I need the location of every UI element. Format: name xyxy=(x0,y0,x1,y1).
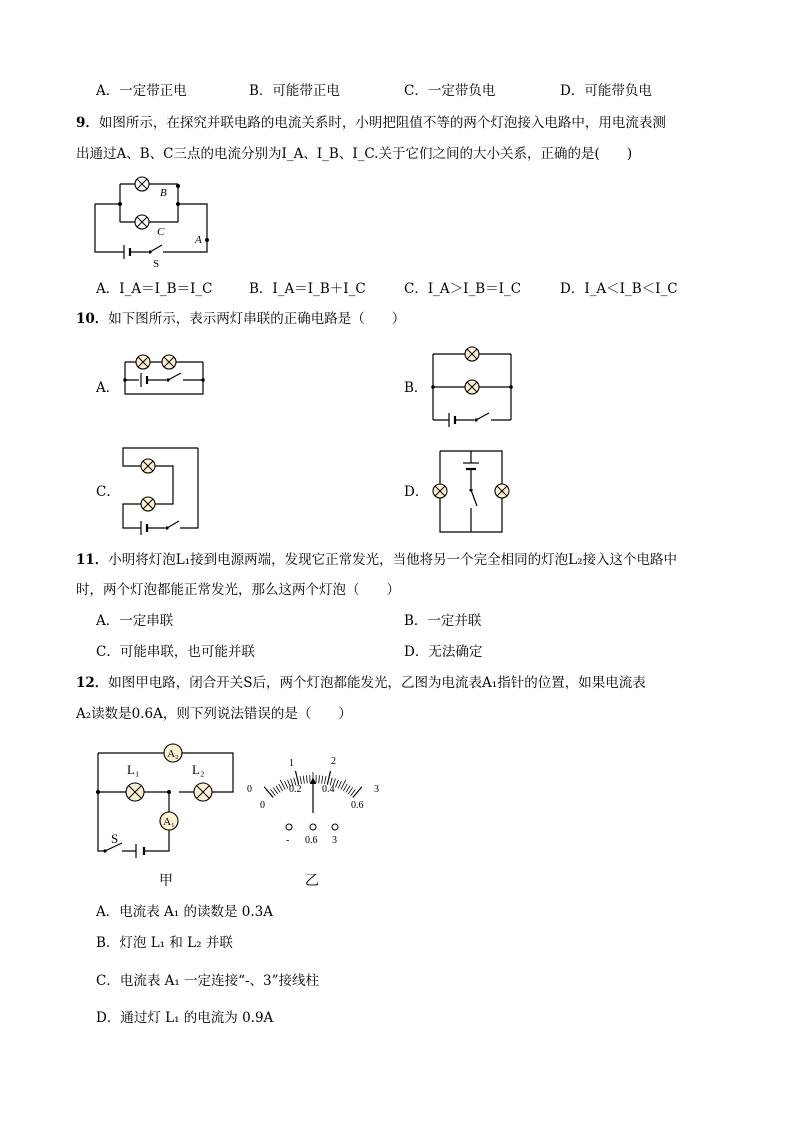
q9-stem-line1 xyxy=(76,117,666,131)
q12-option-b: B．灯泡 L₁ 和 L₂ 并联 xyxy=(96,935,233,951)
dial-tick xyxy=(303,776,304,784)
lamp-icon xyxy=(135,215,149,229)
q9-number: 9． xyxy=(76,115,99,131)
terminal-label-3: 3 xyxy=(332,835,337,846)
dial-tick xyxy=(295,771,298,785)
dial-tick xyxy=(279,784,283,791)
q10-circuit-c xyxy=(118,445,208,535)
dial-tick xyxy=(306,775,307,783)
q11-option-a: A．一定串联 xyxy=(96,613,174,629)
q11-option-c: C．可能串联，也可能并联 xyxy=(96,644,255,660)
q9-option-c: C．I_A＞I_B＝I_C xyxy=(404,281,522,297)
dial-tick xyxy=(338,781,341,788)
dial-tick xyxy=(336,780,339,787)
lamp-icon xyxy=(135,177,149,191)
dial-tick xyxy=(343,784,347,791)
q8-option-d: D．可能带负电 xyxy=(560,83,652,99)
q12-label-s: S xyxy=(111,831,119,846)
q12-caption-yi: 乙 xyxy=(305,874,319,889)
q11-stem-line2: 时，两个灯泡都能正常发光，那么这两个灯泡（ ） xyxy=(76,582,400,598)
dial-bottom-label-3: 0.6 xyxy=(351,800,364,811)
q9-label-a: A xyxy=(195,234,202,246)
dial-top-label-1: 1 xyxy=(289,758,294,769)
dial-tick xyxy=(324,776,325,784)
q10-option-b-label: B． xyxy=(404,380,428,396)
q12-option-a: A．电流表 A₁ 的读数是 0.3A xyxy=(96,904,274,920)
dial-tick xyxy=(276,786,280,793)
terminal-icon xyxy=(332,824,338,830)
q12-option-c: C．电流表 A₁ 一定连接“-、3”接线柱 xyxy=(96,973,320,989)
q10-stem-text: 如下图所示，表示两灯串联的正确电路是（ ） xyxy=(108,311,406,327)
q8-option-a: A．一定带正电 xyxy=(96,83,187,99)
q10-circuit-a xyxy=(120,348,210,400)
q9-stem-text: 如图所示，在探究并联电路的电流关系时，小明把阻值不等的两个灯泡接入电路中，用电流表测 xyxy=(98,115,666,131)
q12-ammeter-dial xyxy=(238,750,388,890)
dial-pointer xyxy=(310,777,316,813)
q12-label-l2: L₂ xyxy=(192,762,205,777)
dial-tick xyxy=(322,776,323,784)
dial-tick xyxy=(327,771,330,785)
q9-label-c: C xyxy=(157,226,165,238)
dial-tick xyxy=(319,775,320,783)
dial-bottom-label-1: 0.2 xyxy=(289,784,302,795)
dial-tick xyxy=(273,787,278,794)
q9-stem-line2: 出通过A、B、C三点的电流分别为I_A、I_B、I_C.关于它们之间的大小关系，正确的是( ) xyxy=(76,146,633,162)
dial-tick xyxy=(353,787,362,798)
dial-tick xyxy=(348,787,353,794)
dial-tick xyxy=(300,776,301,784)
q10-number: 10． xyxy=(76,311,109,327)
q10-circuit-d xyxy=(428,446,518,538)
q10-option-d-label: D． xyxy=(404,484,429,500)
switch-icon xyxy=(148,245,162,254)
q12-stem-line1 xyxy=(76,677,646,691)
q11-option-d: D．无法确定 xyxy=(404,644,483,660)
q12-meter-a1-label: A₁ xyxy=(163,816,175,828)
q9-option-b: B．I_A＝I_B＋I_C xyxy=(249,281,366,297)
q12-circuit-jia xyxy=(94,740,239,890)
q10-stem xyxy=(76,313,405,327)
terminal-icon xyxy=(286,824,292,830)
q11-stem-text: 小明将灯泡L₁接到电源两端，发现它正常发光，当他将另一个完全相同的灯泡L₂接入这个电路中 xyxy=(108,552,678,568)
terminal-label-neg: - xyxy=(286,835,290,846)
terminal-label-06: 0.6 xyxy=(305,835,318,846)
q12-label-l1: L₁ xyxy=(127,762,140,777)
q10-option-a-label: A． xyxy=(96,380,120,396)
dial-tick xyxy=(346,786,350,793)
q11-option-b: B．一定并联 xyxy=(404,613,482,629)
dial-bottom-label-0: 0 xyxy=(260,800,265,811)
q12-meter-a2-label: A₂ xyxy=(167,748,179,760)
q12-caption-jia: 甲 xyxy=(159,874,173,889)
dial-bottom-label-2: 0.4 xyxy=(322,784,335,795)
q12-number: 12． xyxy=(76,675,109,691)
q12-stem-line2: A₂读数是0.6A，则下列说法错误的是（ ） xyxy=(76,706,352,722)
q11-stem-line1 xyxy=(76,554,677,568)
q9-circuit-figure xyxy=(90,172,220,272)
q12-stem-text: 如图甲电路，闭合开关S后，两个灯泡都能发光，乙图为电流表A₁指针的位置，如果电流表 xyxy=(108,675,646,691)
dial-top-label-2: 2 xyxy=(331,756,336,767)
dial-top-label-3: 3 xyxy=(374,784,379,795)
q8-option-c: C．一定带负电 xyxy=(404,83,496,99)
dial-tick xyxy=(285,781,288,788)
q9-option-a: A．I_A＝I_B＝I_C xyxy=(96,281,213,297)
q10-circuit-b xyxy=(428,344,518,426)
q9-label-s: S xyxy=(153,258,160,270)
q9-label-b: B xyxy=(160,187,167,199)
dial-tick xyxy=(264,787,273,798)
q9-option-d: D．I_A＜I_B＜I_C xyxy=(560,281,678,297)
q12-option-d: D．通过灯 L₁ 的电流为 0.9A xyxy=(96,1010,274,1026)
q11-number: 11． xyxy=(76,552,109,568)
battery-icon xyxy=(124,245,130,259)
dial-top-label-0: 0 xyxy=(247,784,252,795)
q8-option-b: B．可能带正电 xyxy=(249,83,340,99)
terminal-icon xyxy=(310,824,316,830)
q10-option-c-label: C． xyxy=(96,484,120,500)
